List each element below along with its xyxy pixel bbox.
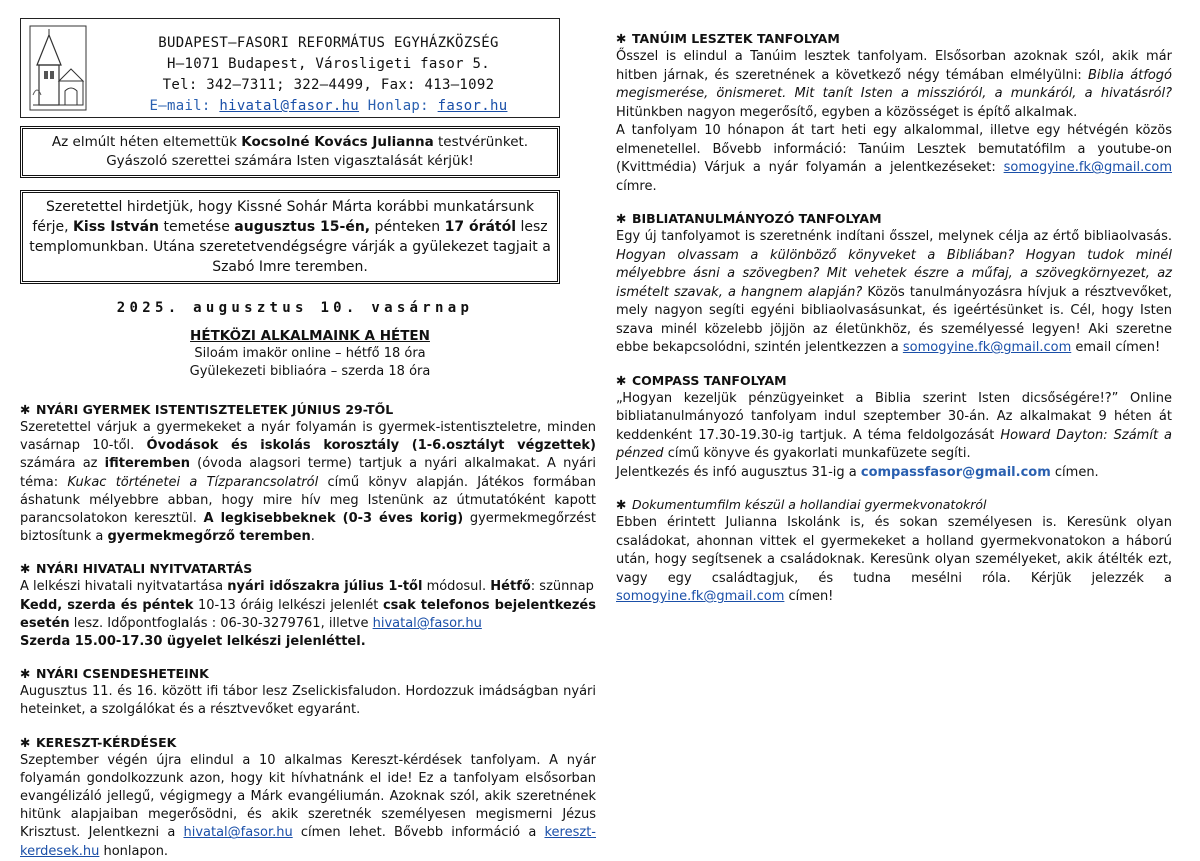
section-tanuim-lesztek: ✱ TANÚIM LESZTEK TANFOLYAM Ősszel is elindul a Tanúim lesztek tanfolyam. Elsősorban azoknak szól, akik már hitben járnak, és szeretnének a következő négy témában elmélyülni: Biblia átfogó megismerése, önismeret. Mit tanít Isten a misszióról, a munkáról, a hivatásról? Hitünkben nagyon megerősítő, egyben a közösséget is építő alkalmak. A tanfolyam 10 hónapon át tart heti egy alkalommal, illetve egy hétvégén közös elmenetellel. Bővebb információ: Tanúim Lesztek bemutatófilm a youtube-on (Kvittmédia) Várjuk a nyár folyamán a jelentkezéseket: somogyine.fk@gmail.com címre. [616,31,1172,194]
section-kereszt-kerdesek: ✱ KERESZT-KÉRDÉSEK Szeptember végén újra elindul a 10 alkalmas Kereszt-kérdések tanfolyam. A nyár folyamán gondolkozzunk azon, hogy kit hívhatnánk el ide! Ez a tanfolyam elsősorban evangélizáló jellegű, végigmegy a Márk evangéliumán. Azoknak szól, akik szeretnének hitünk alapjaiban megerősödni, és akik szeretnék személyesen megismerni Jézus Krisztust. Jelentkezni a hivatal@fasor.hu címen lehet. Bővebb információ a kereszt-kerdesek.hu honlapon. [20,734,596,859]
kk-website-link[interactable]: kereszt-kerdesek.hu [20,825,596,859]
church-name: BUDAPEST–FASORI REFORMÁTUS EGYHÁZKÖZSÉG [158,35,499,51]
section-compass: ✱ COMPASS TANFOLYAM „Hogyan kezeljük pénzügyeinket a Biblia szerint Isten dicsőségére!?” Online bibliatanulmányozó tanfolyam indul szeptember 30-án. Az alkalmakat 9 héten át keddenként 17.30-19.30-ig tartjuk. A téma feldolgozását Howard Dayton: Számít a pénzed című könyve és gyakorlati munkafüzete segíti. Jelentkezés és infó augusztus 31-ig a compassfasor@gmail.com címen. [616,372,1173,480]
section-office-hours: ✱ NYÁRI HIVATALI NYITVATARTÁS A lelkészi hivatali nyitvatartása nyári időszakra július 1-től módosul. Hétfő: szünnap Kedd, szerda és péntek 10-13 óráig lelkészi jelenlét csak telefonos bejelentkezés esetén lesz. Időpontfoglalás : 06-30-3279761, illetve hivatal@fasor.hu Szerda 15.00-17.30 ügyelet lelkészi jelenléttel. [20,561,596,650]
church-header [20,18,560,118]
right-column [616,18,1172,607]
left-column [20,18,596,861]
asterisk-icon: ✱ [20,666,31,682]
doc-email-link[interactable]: somogyine.fk@gmail.com [616,589,785,604]
church-phone: Tel: 342–7311; 322–4499, Fax: 413–1092 [162,77,495,93]
kk-email-link[interactable]: hivatal@fasor.hu [183,825,293,841]
funeral-notice-2: Szeretettel hirdetjük, hogy Kissné Sohár Márta korábbi munkatársunk férje, Kiss István temetése augusztus 15-én, pénteken 17 órától lesz templomunkban. Utána szeretetvendégségre várják a gyülekezet tagjait a Szabó Imre teremben. [20,190,560,284]
section-bible-study: ✱ BIBLIATANULMÁNYOZÓ TANFOLYAM Egy új tanfolyamot is szeretnénk indítani ősszel, melynek célja az értő bibliaolvasás. Hogyan olvassam a különböző könyveket a Bibliában? Hogyan tudok minél mélyebbre ásni a szövegben? Mit vehetek észre a műfaj, a szövegkörnyezet, az ismételt szavak, a hangnem alapján? Közös tanulmányozásra hívjuk a résztvevőket, mely nagyon segíti egyéni bibliaolvasásunkat, és igeértésünket is. Cél, hogy Isten szava minél közelebb jöjjön az életünkhöz, és személyessé legyen! Aki szeretne ebbe bekapcsolódni, szintén jelentkezzen a somogyine.fk@gmail.com email címen! [616,211,1173,355]
office-email-link[interactable]: hivatal@fasor.hu [372,615,482,631]
asterisk-icon: ✱ [616,31,627,46]
weekly-title: HÉTKÖZI ALKALMAINK A HÉTEN [190,328,430,344]
website-link[interactable]: fasor.hu [437,98,508,114]
funeral-notice-1: Az elmúlt héten eltemettük Kocsolné Kovács Julianna testvérünket. Gyászoló szerettei számára Isten vigasztalását kérjük! [20,126,560,178]
asterisk-icon: ✱ [616,372,627,388]
church-logo-icon [29,25,87,111]
section-summer-camps: ✱ NYÁRI CSENDESHETEINK Augusztus 11. és 16. között ifi tábor lesz Zselickisfaludon. Hordozzuk imádságban nyári heteinket, a szolgálókat és a résztvevőket egyaránt. [20,666,596,718]
contact-line: E–mail: hivatal@fasor.hu Honlap: fasor.hu [149,98,508,114]
church-address: H–1071 Budapest, Városligeti fasor 5. [167,56,490,72]
asterisk-icon: ✱ [20,561,31,577]
service-date: 2025. augusztus 10. vasárnap [116,300,474,316]
asterisk-icon: ✱ [20,402,31,417]
tl-email-link[interactable]: somogyine.fk@gmail.com [1003,160,1172,175]
asterisk-icon: ✱ [20,734,31,750]
asterisk-icon: ✱ [616,497,627,512]
section-childrens-services: ✱ NYÁRI GYERMEK ISTENTISZTELETEK JÚNIUS 29-TŐL Szeretettel várjuk a gyermekeket a nyár folyamán is gyermek-istentiszteletre, minden vasárnap 10-től. Óvodások és iskolás korosztály (1-6.osztályt végzettek) számára az ifiteremben (óvoda alagsori terme) tartjuk a nyári alkalmakat. A nyári téma: Kukac történetei a Tízparancsolatról című könyv alapján. Játékos formában áshatunk mélyebbre abban, hogy mire hív meg Istenünk az útmutatóként kapott parancsolatokon keresztül. A legkisebbeknek (0-3 éves korig) gyermekmegőrzést biztosítunk a gyermekmegőrző teremben. [20,402,597,545]
weekly-events: HÉTKÖZI ALKALMAINK A HÉTEN Siloám imakör online – hétfő 18 óra Gyülekezeti bibliaóra – szerda 18 óra [20,327,600,381]
asterisk-icon: ✱ [616,211,627,226]
bs-email-link[interactable]: somogyine.fk@gmail.com [902,340,1072,355]
email-link[interactable]: hivatal@fasor.hu [219,98,360,114]
compass-email-link[interactable]: compassfasor@gmail.com [860,464,1051,480]
section-documentary: ✱ Dokumentumfilm készül a hollandiai gyermekvonatokról Ebben érintett Julianna Iskolánk is, és sokan személyesen is. Keresünk olyan családokat, ahonnan vittek el gyermekeket a holland gyermekvonatokon a háború után, hogy segítsenek a családoknak. Keresünk olyan személyeket, akik átélték ezt, vagy egy családtagjuk, és tudna mesélni róla. Kérjük jelezzék a somogyine.fk@gmail.com címen! [616,497,1172,604]
